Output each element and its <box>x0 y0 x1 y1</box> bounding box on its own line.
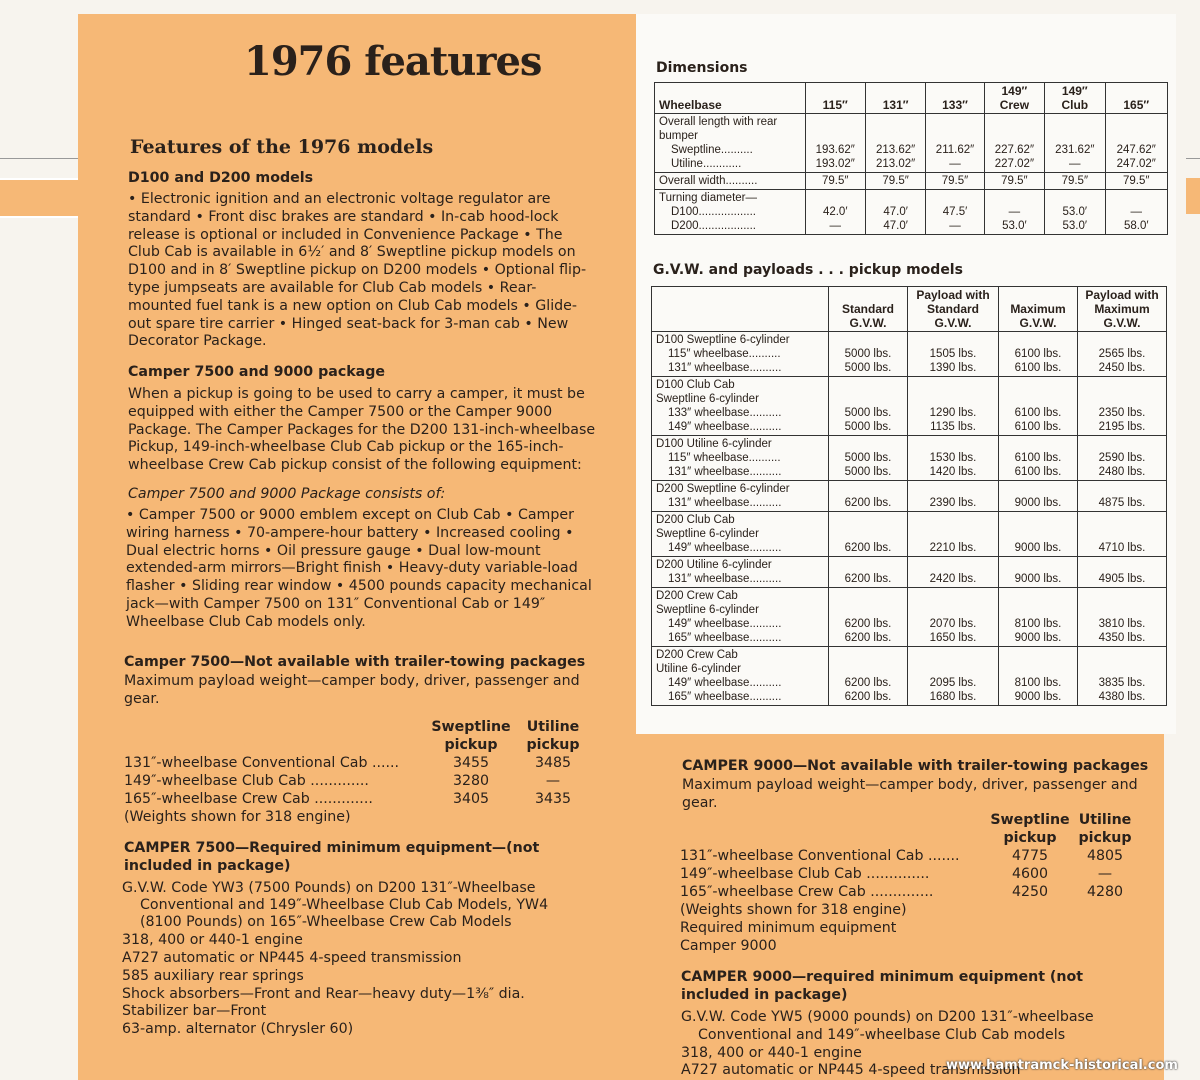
table-row <box>652 332 1167 377</box>
camper-7500-required-line: Shock absorbers—Front and Rear—heavy duty—1⅜″ dia. <box>122 986 525 1002</box>
gvw-cell: 6200 lbs. 6200 lbs. <box>829 588 908 647</box>
camper-7500-required-line: G.V.W. Code YW3 (7500 Pounds) on D200 131″-Wheelbase <box>122 880 536 896</box>
camper-7500-required-line: 63-amp. alternator (Chrysler 60) <box>122 1021 354 1037</box>
col-utiline: Utiline pickup <box>526 719 580 753</box>
camper-7500-required-line: 318, 400 or 440-1 engine <box>122 932 303 948</box>
dim-header: 165″ <box>1105 83 1168 114</box>
wheelbase-label: 149″ wheelbase.......... <box>668 618 782 630</box>
gvw-cell: 6200 lbs. <box>829 557 908 588</box>
wheelbase-label: 149″ wheelbase.......... <box>668 677 782 689</box>
gvw-table <box>651 286 1167 706</box>
gvw-cell: 2565 lbs. 2450 lbs. <box>1078 332 1167 377</box>
gvw-cell: 2095 lbs. 1680 lbs. <box>908 647 999 706</box>
page-edge-tab-right <box>1186 178 1200 214</box>
camper-9000-required-line: Conventional and 149″-wheelbase Club Cab models <box>698 1027 1066 1043</box>
model-name: D200 Sweptline 6-cylinder <box>656 483 790 495</box>
wheelbase-label: 133″ wheelbase.......... <box>668 407 782 419</box>
wheelbase-label: 149″ wheelbase.......... <box>668 421 782 433</box>
table-row: 131″-wheelbase Conventional Cab ....... 4775 4805 <box>680 848 1124 864</box>
table-row: Overall length with rear bumper Sweptline.......... Utiline............ 193.62″ 193.02″ 213.62″ 213.02″ 211.62″ — 227.62″ 227.02″ 231.62″ — 247.62″ 247.02″ <box>655 114 1168 173</box>
gvw-cell: 6100 lbs. 6100 lbs. <box>999 332 1078 377</box>
wheelbase-label: 131″ wheelbase.......... <box>668 573 782 585</box>
wheelbase-label: 165″ wheelbase.......... <box>668 691 782 703</box>
gvw-header: Standard G.V.W. <box>829 287 908 332</box>
gvw-cell: 5000 lbs. 5000 lbs. <box>829 377 908 436</box>
dim-header: 149″ Club <box>1045 83 1105 114</box>
gvw-cell: 6200 lbs. <box>829 481 908 512</box>
gvw-cell: 2420 lbs. <box>908 557 999 588</box>
page-edge-line <box>0 158 78 159</box>
d100-body: • Electronic ignition and an electronic voltage regulator are standard • Front disc brakes are standard • In-cab hood-lock release is optional or included in Convenience Package • The Club Cab is available in 6½′ and 8′ Sweptline pickup models on D100 and in 8′ Sweptline pickup on D200 models • Optional flip-type jumpseats are available for Club Cab models • Rear-mounted fuel tank is a new option on Club Cab models • Glide-out spare tire carrier • Hinged seat-back for 3-man cab • New Decorator Package. <box>128 191 587 350</box>
gvw-cell: 2070 lbs. 1650 lbs. <box>908 588 999 647</box>
model-name: D200 Utiline 6-cylinder <box>656 559 772 571</box>
table-row: 165″-wheelbase Crew Cab ............. 3405 3435 <box>124 791 572 807</box>
gvw-header: Payload with Maximum G.V.W. <box>1078 287 1167 332</box>
dim-header: 131″ <box>865 83 925 114</box>
gvw-cell: 9000 lbs. <box>999 481 1078 512</box>
gvw-cell: 2350 lbs. 2195 lbs. <box>1078 377 1167 436</box>
model-name: Sweptline 6-cylinder <box>656 604 759 616</box>
model-name: Sweptline 6-cylinder <box>656 528 759 540</box>
wheelbase-label: 149″ wheelbase.......... <box>668 542 782 554</box>
model-name: D200 Crew Cab <box>656 649 738 661</box>
wheelbase-label: 115″ wheelbase.......... <box>668 452 781 464</box>
dimensions-table <box>654 82 1168 235</box>
camper-7500-heading: Camper 7500—Not available with trailer-towing packages <box>124 654 586 670</box>
gvw-cell: 6100 lbs. 6100 lbs. <box>999 436 1078 481</box>
camper-7500-body: Maximum payload weight—camper body, driver, passenger and gear. <box>124 673 580 707</box>
gvw-header: Maximum G.V.W. <box>999 287 1078 332</box>
camper-package-heading: Camper 7500 and 9000 package <box>128 364 386 380</box>
table-row <box>652 512 1167 557</box>
gvw-title: G.V.W. and payloads . . . pickup models <box>653 262 963 278</box>
wheelbase-label: 131″ wheelbase.......... <box>668 466 782 478</box>
wheelbase-label: 131″ wheelbase.......... <box>668 362 782 374</box>
table-row: Turning diameter— D100.................. D200.................. 42.0′ — 47.0′ 47.0′ 47.5′ — — 53.0′ 53.0′ 53.0′ — 58.0′ <box>655 190 1168 235</box>
gvw-cell: 3835 lbs. 4380 lbs. <box>1078 647 1167 706</box>
gvw-cell: 6100 lbs. 6100 lbs. <box>999 377 1078 436</box>
model-name: D100 Sweptline 6-cylinder <box>656 334 790 346</box>
camper-9000-body: Maximum payload weight—camper body, driver, passenger and gear. <box>682 777 1138 811</box>
section-title: Features of the 1976 models <box>130 136 434 158</box>
gvw-cell: 9000 lbs. <box>999 512 1078 557</box>
table-row: Overall width.......... 79.5″ 79.5″ 79.5″ 79.5″ 79.5″ 79.5″ <box>655 173 1168 190</box>
table-row <box>652 557 1167 588</box>
consists-body: • Camper 7500 or 9000 emblem except on Club Cab • Camper wiring harness • 70-ampere-hour battery • Increased cooling • Dual electric horns • Oil pressure gauge • Dual low-mount extended-arm mirrors—Bright finish • Heavy-duty variable-load flasher • Sliding rear window • 4500 pounds capacity mechanical jack—with Camper 7500 on 131″ Conventional Cab or 149″ Wheelbase Club Cab models only. <box>126 507 592 630</box>
table-row: 149″-wheelbase Club Cab .............. 4600 — <box>680 866 1113 882</box>
table-row <box>652 481 1167 512</box>
gvw-cell: 8100 lbs. 9000 lbs. <box>999 588 1078 647</box>
table-row: 149″-wheelbase Club Cab ............. 3280 — <box>124 773 561 789</box>
gvw-cell: 6200 lbs. <box>829 512 908 557</box>
gvw-cell: 2590 lbs. 2480 lbs. <box>1078 436 1167 481</box>
gvw-cell: 1505 lbs. 1390 lbs. <box>908 332 999 377</box>
camper-7500-required-line: 585 auxiliary rear springs <box>122 968 304 984</box>
camper-9000-required-line: A727 automatic or NP445 4-speed transmission <box>681 1062 1021 1078</box>
weights-note: (Weights shown for 318 engine) <box>124 809 351 825</box>
col-sweptline: Sweptline pickup <box>431 719 511 753</box>
model-name: D200 Crew Cab <box>656 590 738 602</box>
dim-header: Wheelbase <box>655 83 806 114</box>
gvw-cell: 2390 lbs. <box>908 481 999 512</box>
consists-heading: Camper 7500 and 9000 Package consists of: <box>128 486 446 502</box>
table-row: 131″-wheelbase Conventional Cab ...... 3455 3485 <box>124 755 572 771</box>
gvw-cell: 4710 lbs. <box>1078 512 1167 557</box>
gvw-cell: 9000 lbs. <box>999 557 1078 588</box>
camper-7500-required-heading: CAMPER 7500—Required minimum equipment—(not included in package) <box>124 840 540 874</box>
model-name: D100 Utiline 6-cylinder <box>656 438 772 450</box>
d100-heading: D100 and D200 models <box>128 170 314 186</box>
dim-header: 115″ <box>805 83 865 114</box>
dim-header: 133″ <box>926 83 984 114</box>
camper-9000-heading: CAMPER 9000—Not available with trailer-towing packages <box>682 758 1149 774</box>
table-row <box>652 377 1167 436</box>
table-row <box>652 647 1167 706</box>
table-row <box>652 588 1167 647</box>
gvw-cell: 3810 lbs. 4350 lbs. <box>1078 588 1167 647</box>
gvw-cell: 6200 lbs. 6200 lbs. <box>829 647 908 706</box>
col-sweptline: Sweptline pickup <box>990 812 1070 846</box>
page-title: 1976 features <box>244 38 542 85</box>
camper-9000-required-line: G.V.W. Code YW5 (9000 pounds) on D200 131″-wheelbase <box>681 1009 1094 1025</box>
gvw-cell: 1530 lbs. 1420 lbs. <box>908 436 999 481</box>
col-utiline: Utiline pickup <box>1078 812 1132 846</box>
dimensions-title: Dimensions <box>656 60 748 76</box>
weights-note: (Weights shown for 318 engine) <box>680 902 907 918</box>
camper-7500-weight-table <box>124 718 590 826</box>
gvw-cell: 8100 lbs. 9000 lbs. <box>999 647 1078 706</box>
dim-header: 149″ Crew <box>984 83 1044 114</box>
gvw-cell: 1290 lbs. 1135 lbs. <box>908 377 999 436</box>
watermark: www.hamtramck-historical.com <box>946 1058 1178 1073</box>
gvw-cell: 4905 lbs. <box>1078 557 1167 588</box>
gvw-header: Payload with Standard G.V.W. <box>908 287 999 332</box>
page-edge-tab <box>0 178 78 218</box>
required-note: Required minimum equipment <box>680 920 897 936</box>
camper-9000-required-line: 318, 400 or 440-1 engine <box>681 1045 862 1061</box>
gvw-cell: 2210 lbs. <box>908 512 999 557</box>
table-row: 165″-wheelbase Crew Cab .............. 4250 4280 <box>680 884 1124 900</box>
gvw-cell: 4875 lbs. <box>1078 481 1167 512</box>
camper-package-body: When a pickup is going to be used to carry a camper, it must be equipped with either the Camper 7500 or the Camper 9000 Package. The Camper Packages for the D200 131-inch-wheelbase Pickup, 149-inch-wheelbase Club Cab pickup or the 165-inch-wheelbase Crew Cab pickup consist of the following equipment: <box>128 386 596 474</box>
model-name: Sweptline 6-cylinder <box>656 393 759 405</box>
camper-9000-weight-table <box>680 811 1140 955</box>
camper-7500-required-line: A727 automatic or NP445 4-speed transmission <box>122 950 462 966</box>
wheelbase-label: 115″ wheelbase.......... <box>668 348 781 360</box>
camper-7500-required-line: (8100 Pounds) on 165″-Wheelbase Crew Cab Models <box>140 914 512 930</box>
camper-9000-required-heading: CAMPER 9000—required minimum equipment (not included in package) <box>681 969 1084 1003</box>
table-row <box>652 436 1167 481</box>
camper-note: Camper 9000 <box>680 938 777 954</box>
wheelbase-label: 131″ wheelbase.......... <box>668 497 782 509</box>
page-edge-line-right <box>1186 158 1200 159</box>
wheelbase-label: 165″ wheelbase.......... <box>668 632 782 644</box>
model-name: D200 Club Cab <box>656 514 735 526</box>
gvw-cell: 5000 lbs. 5000 lbs. <box>829 436 908 481</box>
model-name: Utiline 6-cylinder <box>656 663 742 675</box>
camper-7500-required-line: Conventional and 149″-Wheelbase Club Cab Models, YW4 <box>140 897 549 913</box>
gvw-cell: 5000 lbs. 5000 lbs. <box>829 332 908 377</box>
camper-7500-required-line: Stabilizer bar—Front <box>122 1003 267 1019</box>
model-name: D100 Club Cab <box>656 379 735 391</box>
